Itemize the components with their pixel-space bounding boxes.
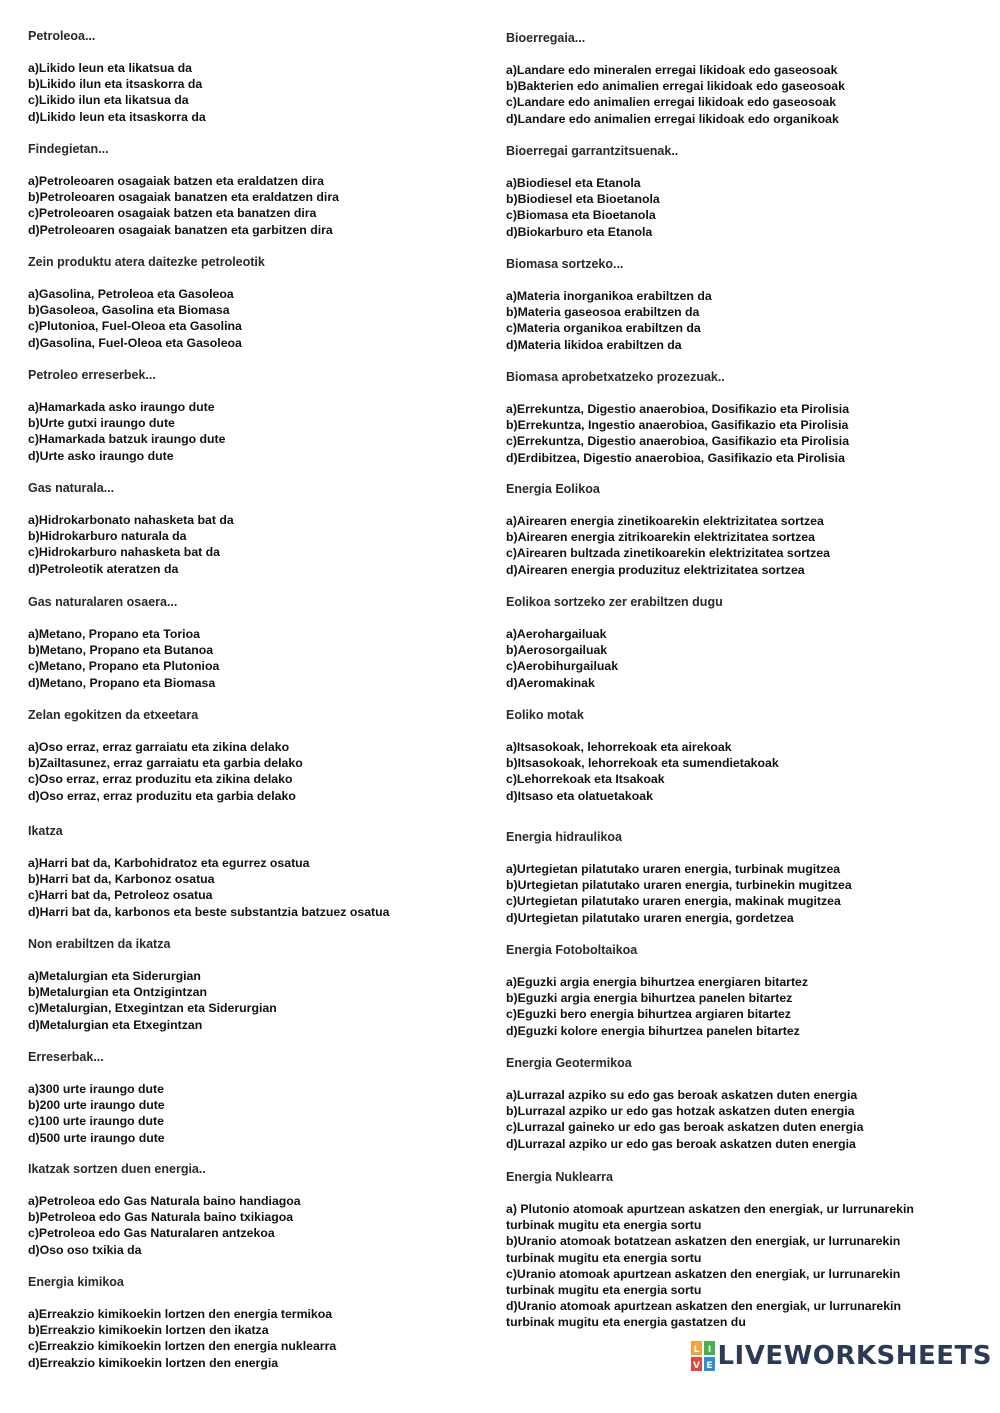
answer-option-c[interactable]: c)Lurrazal gaineko ur edo gas beroak askatzen duten energia (506, 1120, 864, 1135)
answer-option-c[interactable]: c)Metalurgian, Etxegintzan eta Siderurgian (28, 1001, 277, 1016)
answer-list (28, 626, 498, 691)
answer-list (506, 1201, 976, 1331)
answer-option-b[interactable]: b)Petroleoaren osagaiak banatzen eta eraldatzen dira (28, 190, 339, 205)
answer-option-a[interactable]: a)Urtegietan pilatutako uraren energia, turbinak mugitzea (506, 862, 841, 876)
question-title: Eoliko motak (506, 708, 584, 722)
answer-option-c[interactable]: c)Hidrokarburo nahasketa bat da (28, 545, 221, 560)
answer-option-c[interactable]: c)100 urte iraungo dute (28, 1114, 164, 1129)
question-block-energia-fotoboltaikoa (506, 942, 976, 1039)
question-block-petroleoa (28, 28, 498, 125)
svg-text:I: I (708, 1345, 712, 1355)
answer-option-a[interactable]: a)Metalurgian eta Siderurgian (28, 969, 201, 983)
answer-option-a[interactable]: a)Harri bat da, Karbohidratoz eta egurrez osatua (28, 856, 310, 870)
answer-option-d[interactable]: d)Erreakzio kimikoekin lortzen den energia (28, 1355, 279, 1370)
answer-list (506, 861, 976, 926)
answer-option-d[interactable]: d)Biokarburo eta Etanola (506, 224, 653, 239)
answer-option-c[interactable]: c)Hamarkada batzuk iraungo dute (28, 432, 226, 447)
question-title: Bioerregai garrantzitsuenak.. (506, 144, 679, 158)
question-block-ikatza (28, 823, 498, 920)
question-title: Ikatza (28, 824, 63, 838)
answer-option-d[interactable]: d)Lurrazal azpiko ur edo gas beroak askatzen duten energia (506, 1136, 856, 1151)
liveworksheets-brand[interactable] (691, 1339, 992, 1373)
answer-option-d[interactable]: d)Harri bat da, karbonos eta beste substantzia batzuez osatua (28, 904, 390, 919)
question-title: Energia hidraulikoa (506, 830, 623, 844)
answer-list (506, 626, 976, 691)
answer-list (506, 1087, 976, 1152)
answer-option-b[interactable]: b)Harri bat da, Karbonoz osatua (28, 872, 215, 887)
answer-option-a[interactable]: a) Plutonio atomoak apurtzean askatzen den energiak, ur lurrunarekin turbinak mugitu eta energia sortu (506, 1202, 914, 1233)
answer-option-a[interactable]: a)300 urte iraungo dute (28, 1082, 164, 1096)
question-block-zelan-egokitzen-da-etxeetara (28, 707, 498, 804)
question-block-gas-naturalaren-osaera (28, 594, 498, 691)
answer-option-c[interactable]: c)Likido ilun eta likatsua da (28, 93, 189, 108)
answer-option-b[interactable]: b)Hidrokarburo naturala da (28, 529, 187, 544)
answer-option-d[interactable]: d)Landare edo animalien erregai likidoak edo organikoak (506, 111, 839, 126)
svg-text:E: E (706, 1361, 714, 1371)
question-title: Biomasa aprobetxatzeko prozezuak.. (506, 370, 725, 384)
answer-option-b[interactable]: b)Urtegietan pilatutako uraren energia, turbinekin mugitzea (506, 878, 852, 893)
question-block-bioerregai-garrantzitsuenak (506, 143, 976, 240)
answer-option-b[interactable]: b)Petroleoa edo Gas Naturala baino txikiagoa (28, 1210, 294, 1225)
answer-list (28, 60, 498, 125)
answer-list (506, 401, 976, 466)
answer-option-a[interactable]: a)Petroleoaren osagaiak batzen eta eraldatzen dira (28, 174, 324, 188)
svg-text:V: V (693, 1361, 701, 1371)
answer-option-c[interactable]: c)Lehorrekoak eta Itsakoak (506, 772, 665, 787)
question-block-biomasa-sortzeko (506, 256, 976, 353)
svg-text:L: L (694, 1345, 700, 1355)
answer-option-d[interactable]: d)Urte asko iraungo dute (28, 448, 174, 463)
question-title: Findegietan... (28, 142, 109, 156)
question-title: Gas naturala... (28, 481, 115, 495)
answer-list (506, 288, 976, 353)
brand-text: LIVEWORKSHEETS (717, 1341, 992, 1371)
answer-option-d[interactable]: d)Metalurgian eta Etxegintzan (28, 1017, 203, 1032)
answer-option-a[interactable]: a)Eguzki argia energia bihurtzea energiaren bitartez (506, 975, 809, 989)
answer-option-a[interactable]: a)Airearen energia zinetikoarekin elektrizitatea sortzea (506, 514, 824, 528)
question-block-bioerregaia (506, 30, 976, 127)
answer-option-b[interactable]: b)Biodiesel eta Bioetanola (506, 192, 660, 207)
answer-option-c[interactable]: c)Plutonioa, Fuel-Oleoa eta Gasolina (28, 319, 242, 334)
answer-option-c[interactable]: c)Errekuntza, Digestio anaerobioa, Gasifikazio eta Pirolisia (506, 434, 850, 449)
answer-option-d[interactable]: d)Petroleotik ateratzen da (28, 561, 179, 576)
question-block-findegietan (28, 141, 498, 238)
question-title: Zein produktu atera daitezke petroleotik (28, 255, 265, 269)
answer-option-b[interactable]: b)Bakterien edo animalien erregai likidoak edo gaseosoak (506, 79, 845, 94)
question-title: Petroleo erreserbek... (28, 368, 156, 382)
answer-list (28, 286, 498, 351)
answer-list (506, 62, 976, 127)
answer-option-a[interactable]: a)Biodiesel eta Etanola (506, 176, 641, 190)
answer-option-a[interactable]: a)Likido leun eta likatsua da (28, 61, 193, 75)
answer-option-d[interactable]: d)Oso erraz, erraz produzitu eta garbia delako (28, 788, 296, 803)
answer-option-a[interactable]: a)Itsasokoak, lehorrekoak eta airekoak (506, 740, 732, 754)
answer-option-a[interactable]: a)Gasolina, Petroleoa eta Gasoleoa (28, 287, 234, 301)
question-title: Ikatzak sortzen duen energia.. (28, 1162, 206, 1176)
question-block-energia-hidraulikoa (506, 829, 976, 926)
answer-option-d[interactable]: d)Uranio atomoak apurtzean askatzen den energiak, ur lurrunarekin turbinak mugitu eta energia gastatzen du (506, 1299, 901, 1330)
answer-option-c[interactable]: c)Eguzki bero energia bihurtzea argiaren bitartez (506, 1007, 791, 1022)
answer-option-d[interactable]: d)Metano, Propano eta Biomasa (28, 675, 216, 690)
question-block-energia-kimikoa (28, 1274, 498, 1371)
answer-list (28, 1193, 498, 1258)
answer-option-b[interactable]: b)Itsasokoak, lehorrekoak eta sumendietakoak (506, 756, 779, 771)
answer-option-c[interactable]: c)Petroleoa edo Gas Naturalaren antzekoa (28, 1226, 275, 1241)
answer-option-d[interactable]: d)Oso oso txikia da (28, 1242, 142, 1257)
answer-option-a[interactable]: a)Oso erraz, erraz garraiatu eta zikina delako (28, 740, 290, 754)
question-title: Eolikoa sortzeko zer erabiltzen dugu (506, 595, 723, 609)
answer-option-c[interactable]: c)Airearen bultzada zinetikoarekin elektrizitatea sortzea (506, 546, 830, 561)
answer-list (28, 399, 498, 464)
question-block-eoliko-motak (506, 707, 976, 804)
answer-option-c[interactable]: c)Aerobihurgailuak (506, 659, 619, 674)
question-title: Energia kimikoa (28, 1275, 124, 1289)
answer-option-b[interactable]: b)Airearen energia zitrikoarekin elektrizitatea sortzea (506, 530, 815, 545)
answer-option-b[interactable]: b)Eguzki argia energia bihurtzea panelen bitartez (506, 991, 793, 1006)
answer-list (28, 1081, 498, 1146)
answer-option-b[interactable]: b)Gasoleoa, Gasolina eta Biomasa (28, 303, 230, 318)
answer-option-d[interactable]: d)Eguzki kolore energia bihurtzea panelen bitartez (506, 1023, 800, 1038)
question-block-zein-produktu-atera-daitezke-petroleotik (28, 254, 498, 351)
question-block-energia-geotermikoa (506, 1055, 976, 1152)
answer-option-b[interactable]: b)Metano, Propano eta Butanoa (28, 643, 214, 658)
answer-option-a[interactable]: a)Hamarkada asko iraungo dute (28, 400, 215, 414)
question-title: Energia Geotermikoa (506, 1056, 632, 1070)
answer-option-a[interactable]: a)Aerohargailuak (506, 627, 607, 641)
answer-option-b[interactable]: b)Lurrazal azpiko ur edo gas hotzak askatzen duten energia (506, 1104, 855, 1119)
question-block-energia-nuklearra (506, 1169, 976, 1331)
liveworksheets-logo-icon (691, 1341, 715, 1371)
question-title: Energia Nuklearra (506, 1170, 613, 1184)
answer-option-c[interactable]: c)Oso erraz, erraz produzitu eta zikina delako (28, 772, 293, 787)
answer-option-d[interactable]: d)Petroleoaren osagaiak banatzen eta garbitzen dira (28, 222, 333, 237)
answer-option-b[interactable]: b)Metalurgian eta Ontzigintzan (28, 985, 207, 1000)
answer-option-a[interactable]: a)Erreakzio kimikoekin lortzen den energia termikoa (28, 1307, 333, 1321)
answer-option-d[interactable]: d)Gasolina, Fuel-Oleoa eta Gasoleoa (28, 335, 242, 350)
answer-option-b[interactable]: b)200 urte iraungo dute (28, 1098, 165, 1113)
answer-option-d[interactable]: d)Itsaso eta olatuetakoak (506, 788, 653, 803)
answer-option-b[interactable]: b)Uranio atomoak botatzean askatzen den energiak, ur lurrunarekin turbinak mugitu eta energia sortu (506, 1234, 901, 1265)
answer-option-b[interactable]: b)Errekuntza, Ingestio anaerobioa, Gasifikazio eta Pirolisia (506, 418, 849, 433)
answer-list (28, 739, 498, 804)
question-block-energia-eolikoa (506, 481, 976, 578)
answer-option-a[interactable]: a)Petroleoa edo Gas Naturala baino handiagoa (28, 1194, 301, 1208)
answer-list (506, 739, 976, 804)
answer-option-b[interactable]: b)Zailtasunez, erraz garraiatu eta garbia delako (28, 756, 303, 771)
answer-option-a[interactable]: a)Errekuntza, Digestio anaerobioa, Dosifikazio eta Pirolisia (506, 402, 850, 416)
answer-option-a[interactable]: a)Landare edo mineralen erregai likidoak edo gaseosoak (506, 63, 838, 77)
answer-option-d[interactable]: d)500 urte iraungo dute (28, 1130, 165, 1145)
answer-option-a[interactable]: a)Lurrazal azpiko su edo gas beroak askatzen duten energia (506, 1088, 858, 1102)
question-block-biomasa-aprobetxatzeko-prozezuak (506, 369, 976, 466)
answer-option-b[interactable]: b)Urte gutxi iraungo dute (28, 416, 175, 431)
question-title: Energia Fotoboltaikoa (506, 943, 638, 957)
answer-list (28, 512, 498, 577)
answer-list (28, 173, 498, 238)
answer-option-c[interactable]: c)Harri bat da, Petroleoz osatua (28, 888, 213, 903)
question-block-ikatzak-sortzen-duen-energia (28, 1161, 498, 1258)
answer-option-c[interactable]: c)Uranio atomoak apurtzean askatzen den energiak, ur lurrunarekin turbinak mugitu eta energia sortu (506, 1266, 901, 1298)
question-title: Bioerregaia... (506, 31, 586, 45)
question-block-non-erabiltzen-da-ikatza (28, 936, 498, 1033)
question-block-gas-naturala (28, 480, 498, 577)
answer-option-a[interactable]: a)Materia inorganikoa erabiltzen da (506, 289, 712, 303)
answer-list (506, 175, 976, 240)
question-title: Biomasa sortzeko... (506, 257, 624, 271)
answer-option-c[interactable]: c)Landare edo animalien erregai likidoak edo gaseosoak (506, 95, 837, 110)
answer-option-c[interactable]: c)Metano, Propano eta Plutonioa (28, 659, 220, 674)
answer-list (28, 1306, 498, 1371)
question-title: Erreserbak... (28, 1050, 104, 1064)
question-title: Non erabiltzen da ikatza (28, 937, 171, 951)
answer-option-d[interactable]: d)Airearen energia produzituz elektrizitatea sortzea (506, 562, 805, 577)
question-title: Gas naturalaren osaera... (28, 595, 178, 609)
answer-option-b[interactable]: b)Likido ilun eta itsaskorra da (28, 77, 203, 92)
question-block-erreserbak (28, 1049, 498, 1146)
answer-list (28, 968, 498, 1033)
answer-option-c[interactable]: c)Materia organikoa erabiltzen da (506, 321, 701, 336)
answer-option-b[interactable]: b)Erreakzio kimikoekin lortzen den ikatza (28, 1323, 269, 1338)
answer-option-d[interactable]: d)Likido leun eta itsaskorra da (28, 109, 206, 124)
answer-option-b[interactable]: b)Materia gaseosoa erabiltzen da (506, 305, 700, 320)
answer-option-a[interactable]: a)Hidrokarbonato nahasketa bat da (28, 513, 234, 527)
question-block-petroleo-erreserbek (28, 367, 498, 464)
question-title: Energia Eolikoa (506, 482, 600, 496)
answer-option-d[interactable]: d)Erdibitzea, Digestio anaerobioa, Gasifikazio eta Pirolisia (506, 450, 845, 465)
answer-list (506, 513, 976, 578)
answer-option-c[interactable]: c)Petroleoaren osagaiak batzen eta banatzen dira (28, 206, 317, 221)
answer-list (506, 974, 976, 1039)
answer-option-a[interactable]: a)Metano, Propano eta Torioa (28, 627, 200, 641)
answer-option-d[interactable]: d)Urtegietan pilatutako uraren energia, gordetzea (506, 910, 794, 925)
question-title: Zelan egokitzen da etxeetara (28, 708, 199, 722)
answer-option-c[interactable]: c)Erreakzio kimikoekin lortzen den energia nuklearra (28, 1339, 337, 1354)
answer-option-c[interactable]: c)Biomasa eta Bioetanola (506, 208, 656, 223)
answer-option-d[interactable]: d)Materia likidoa erabiltzen da (506, 337, 682, 352)
answer-option-b[interactable]: b)Aerosorgailuak (506, 643, 608, 658)
answer-list (28, 855, 498, 920)
answer-option-c[interactable]: c)Urtegietan pilatutako uraren energia, makinak mugitzea (506, 894, 841, 909)
question-title: Petroleoa... (28, 29, 96, 43)
answer-option-d[interactable]: d)Aeromakinak (506, 675, 595, 690)
question-block-eolikoa-sortzeko-zer-erabiltzen-dugu (506, 594, 976, 691)
